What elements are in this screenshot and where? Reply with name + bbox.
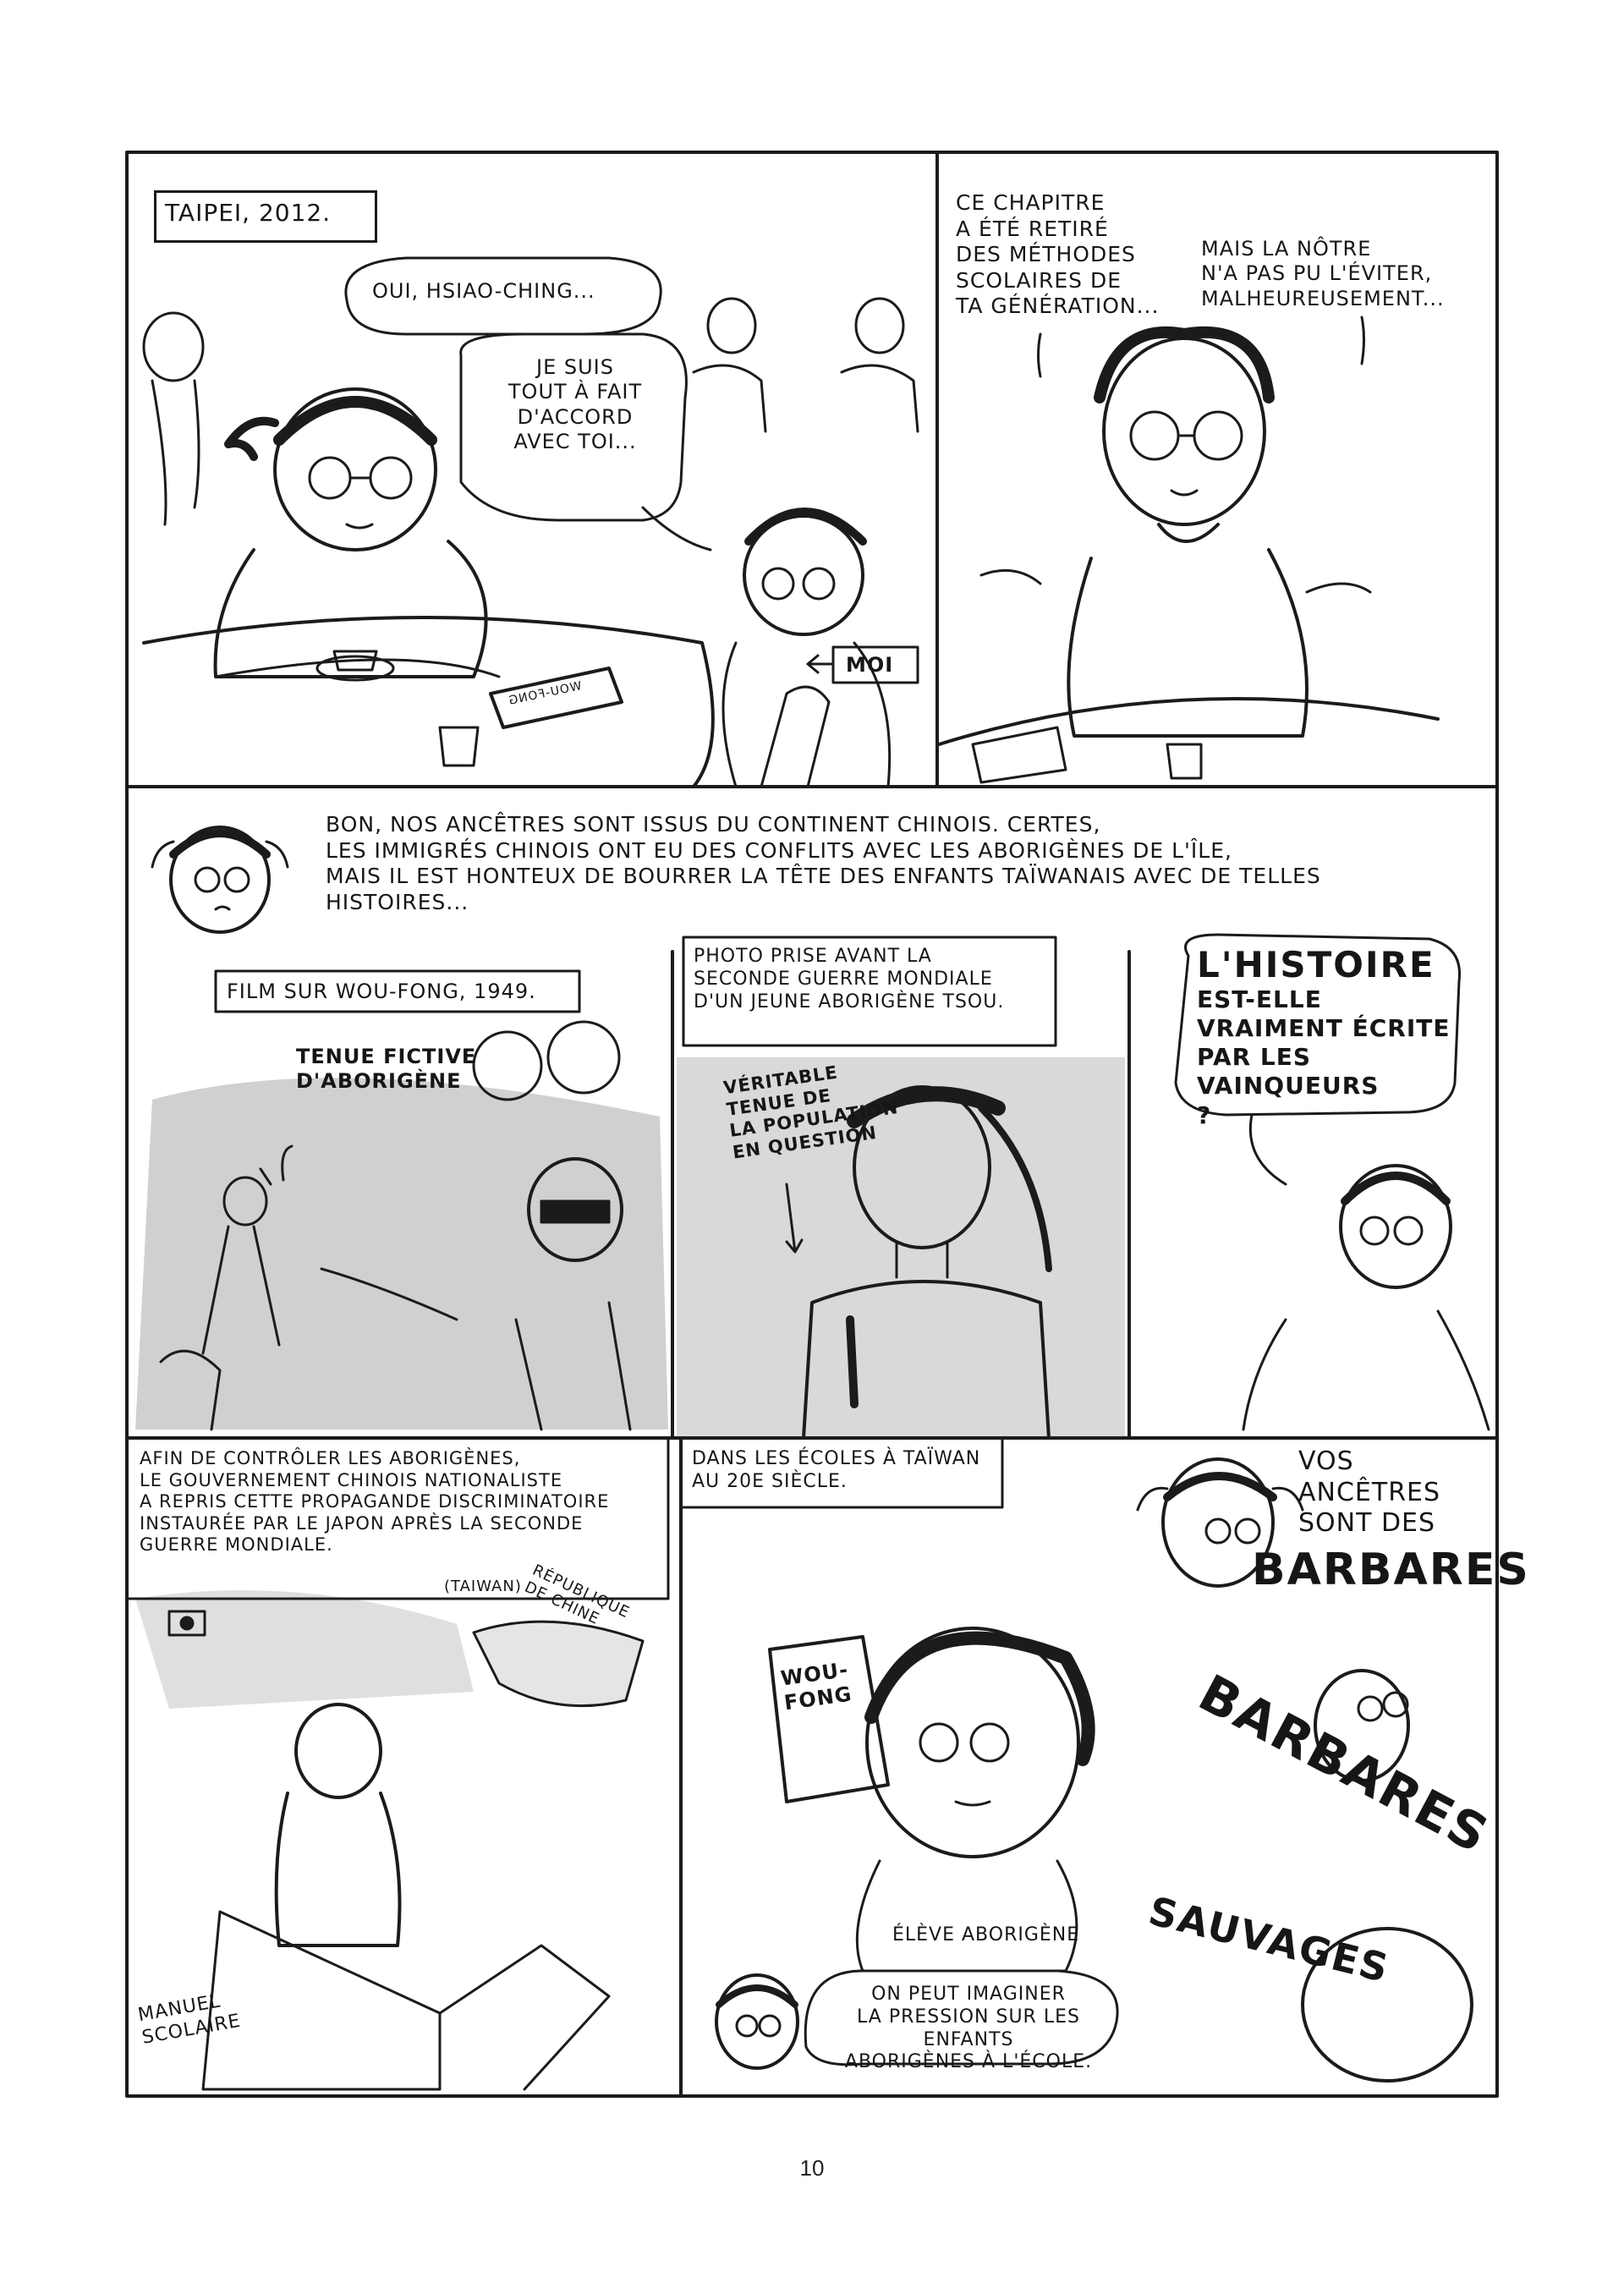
- panel7-vos-ancetres: VOS ANCÊTRES SONT DES: [1298, 1446, 1441, 1539]
- panel3-caption: FILM SUR WOU-FONG, 1949.: [227, 980, 536, 1003]
- panel7-caption: DANS LES ÉCOLES À TAÏWAN AU 20E SIÈCLE.: [692, 1448, 981, 1492]
- narration-text: BON, NOS ANCÊTRES SONT ISSUS DU CONTINENT CHINOIS. CERTES, LES IMMIGRÉS CHINOIS ONT EU DES CONFLITS AVEC LES ABORIGÈNES DE L'ÎLE, MAIS IL EST HONTEUX DE BOURRER LA TÊTE DES ENFANTS TAÏWANAIS AVEC DE TELLES HISTOIRES...: [326, 812, 1321, 914]
- panel5-big-word: L'HISTOIRE: [1197, 944, 1435, 985]
- page-number: 10: [799, 2155, 825, 2181]
- bubble-hsiao-text: OUI, HSIAO-CHING...: [372, 279, 595, 303]
- panel2-drawing: [939, 317, 1438, 782]
- moi-arrow: [808, 656, 833, 672]
- moi-label: MOI: [846, 653, 894, 677]
- bubble-agree-text: JE SUIS TOUT À FAIT D'ACCORD AVEC TOI...: [508, 355, 643, 453]
- panel4-caption: PHOTO PRISE AVANT LA SECONDE GUERRE MONDIALE D'UN JEUNE ABORIGÈNE TSOU.: [694, 946, 1005, 1013]
- panel6-label-republique: RÉPUBLIQUE DE CHINE: [521, 1561, 633, 1628]
- panel3-drawing: [135, 971, 668, 1430]
- panel4-label: VÉRITABLE TENUE DE LA POPULATION EN QUESTION: [721, 1062, 900, 1163]
- panel3-label: TENUE FICTIVE D'ABORIGÈNE: [296, 1045, 477, 1094]
- narration-face: [152, 827, 288, 932]
- panel7-bubble-text: ON PEUT IMAGINER LA PRESSION SUR LES ENFANTS ABORIGÈNES À L'ÉCOLE.: [844, 1984, 1093, 2073]
- panel7-barbares-1: BARBARES: [1252, 1545, 1530, 1595]
- panel7-book-title: WOU- FONG: [779, 1657, 854, 1715]
- panel2-text-right: MAIS LA NÔTRE N'A PAS PU L'ÉVITER, MALHEUREUSEMENT...: [1201, 237, 1445, 310]
- panel2-text-left: CE CHAPITRE A ÉTÉ RETIRÉ DES MÉTHODES SCOLAIRES DE TA GÉNÉRATION...: [956, 190, 1160, 318]
- panel7-student-label: ÉLÈVE ABORIGÈNE: [892, 1924, 1080, 1945]
- book-title-mirrored: WOU-FONG: [507, 678, 584, 709]
- panel6-label-taiwan: (TAIWAN): [444, 1578, 522, 1595]
- panel7-barbares-2: BARBARES: [1188, 1663, 1499, 1866]
- panel7-sauvages: SAUVAGES: [1144, 1887, 1395, 1992]
- panel6-label-manuel: MANUEL SCOLAIRE: [136, 1990, 243, 2049]
- panel1-caption: TAIPEI, 2012.: [165, 199, 332, 227]
- panel5-rest: EST-ELLE VRAIMENT ÉCRITE PAR LES VAINQUEURS ?: [1197, 985, 1451, 1129]
- panel6-caption: AFIN DE CONTRÔLER LES ABORIGÈNES, LE GOUVERNEMENT CHINOIS NATIONALISTE A REPRIS CETTE PROPAGANDE DISCRIMINATOIRE INSTAURÉE PAR LE JAPON APRÈS LA SECONDE GUERRE MONDIALE.: [140, 1448, 610, 1556]
